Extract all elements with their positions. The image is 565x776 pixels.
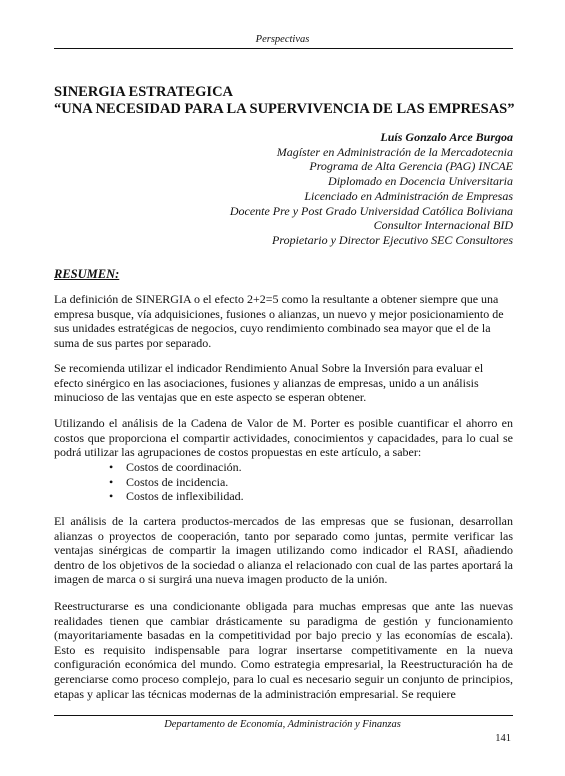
author-credential: Consultor Internacional BID — [373, 218, 513, 233]
paragraph-5: Reestructurarse es una condicionante obligada para muchas empresas que ante las nuevas realidades tienen que cambiar drásticamente su paradigma de gestión y funcionamiento (mayoritariamente basadas en la competitividad por bajo precio y las economías de escala). Esto es requisito indispensable para lograr insertarse competitivamente en la nueva configuración económica del mundo. Como estrategia empresarial, la Reestructuración ha de gerenciarse como proceso complejo, para lo cual es necesario seguir un conjunto de principios, etapas y aplicar las técnicas modernas de la administración empresarial. Se requiere — [54, 599, 513, 701]
author-credential: Magíster en Administración de la Mercadotecnia — [276, 144, 513, 159]
bullet-icon: • — [109, 460, 114, 474]
list-item: • Costos de coordinación. — [109, 460, 242, 474]
footer-rule — [54, 715, 513, 716]
cost-list — [100, 460, 244, 504]
bullet-icon: • — [109, 474, 114, 489]
running-header: Perspectivas — [255, 34, 310, 45]
footer-department: Departamento de Economía, Administración y Finanzas — [164, 719, 401, 730]
author-credential: Licenciado en Administración de Empresas — [304, 188, 513, 203]
author-credential: Docente Pre y Post Grado Universidad Católica Boliviana — [229, 203, 513, 218]
header-rule — [54, 48, 513, 49]
title-line-1: SINERGIA ESTRATEGICA — [54, 84, 234, 100]
article-title — [54, 84, 524, 118]
bullet-icon: • — [109, 489, 114, 504]
paragraph-4: El análisis de la cartera productos-mercados de las empresas que se fusionan, desarrollan alianzas o proyectos de cooperación, tanto por separado como juntas, permite verificar las ventajas sinérgicas de compartir la imagen utilizando como indicador el RASI, añadiendo dentro de los objetivos de la sociedad o alianza el relacionado con cual de las partes aportará la imagen de marca o si surgirá una nueva imagen producto de la unión. — [54, 514, 513, 587]
abstract-heading: RESUMEN: — [54, 267, 120, 281]
paragraph-2: Se recomienda utilizar el indicador Rendimiento Anual Sobre la Inversión para evaluar el efecto sinérgico en las asociaciones, fusiones y alianzas de empresas, unido a un análisis minucioso de las ventajas que en este aspecto se esperan obtener. — [54, 361, 484, 405]
list-item: • Costos de incidencia. — [109, 474, 229, 489]
author-credential: Programa de Alta Gerencia (PAG) INCAE — [309, 159, 513, 174]
title-line-2: “UNA NECESIDAD PARA LA SUPERVIVENCIA DE LAS EMPRESAS” — [54, 101, 515, 117]
author-credential: Diplomado en Docencia Universitaria — [328, 174, 513, 189]
author-name: Luís Gonzalo Arce Burgoa — [380, 130, 513, 144]
page-number: 141 — [495, 733, 511, 744]
paragraph-1: La definición de SINERGIA o el efecto 2+2=5 como la resultante a obtener siempre que una empresa busque, vía adquisiciones, fusiones o alianzas, un nuevo y mejor posicionamiento de sus unidades estratégicas de negocios, cuyo rendimiento combinado sea mayor que el de la suma de sus partes por separado. — [54, 292, 504, 350]
author-block — [230, 130, 513, 248]
list-item: • Costos de inflexibilidad. — [109, 489, 244, 504]
author-credential: Propietario y Director Ejecutivo SEC Consultores — [272, 232, 513, 247]
paragraph-3: Utilizando el análisis de la Cadena de Valor de M. Porter es posible cuantificar el ahorro en costos que proporciona el compartir actividades, conocimientos y capacidades, para lo cual se podrá utilizar las agrupaciones de costos propuestas en este artículo, a saber: — [54, 416, 513, 460]
